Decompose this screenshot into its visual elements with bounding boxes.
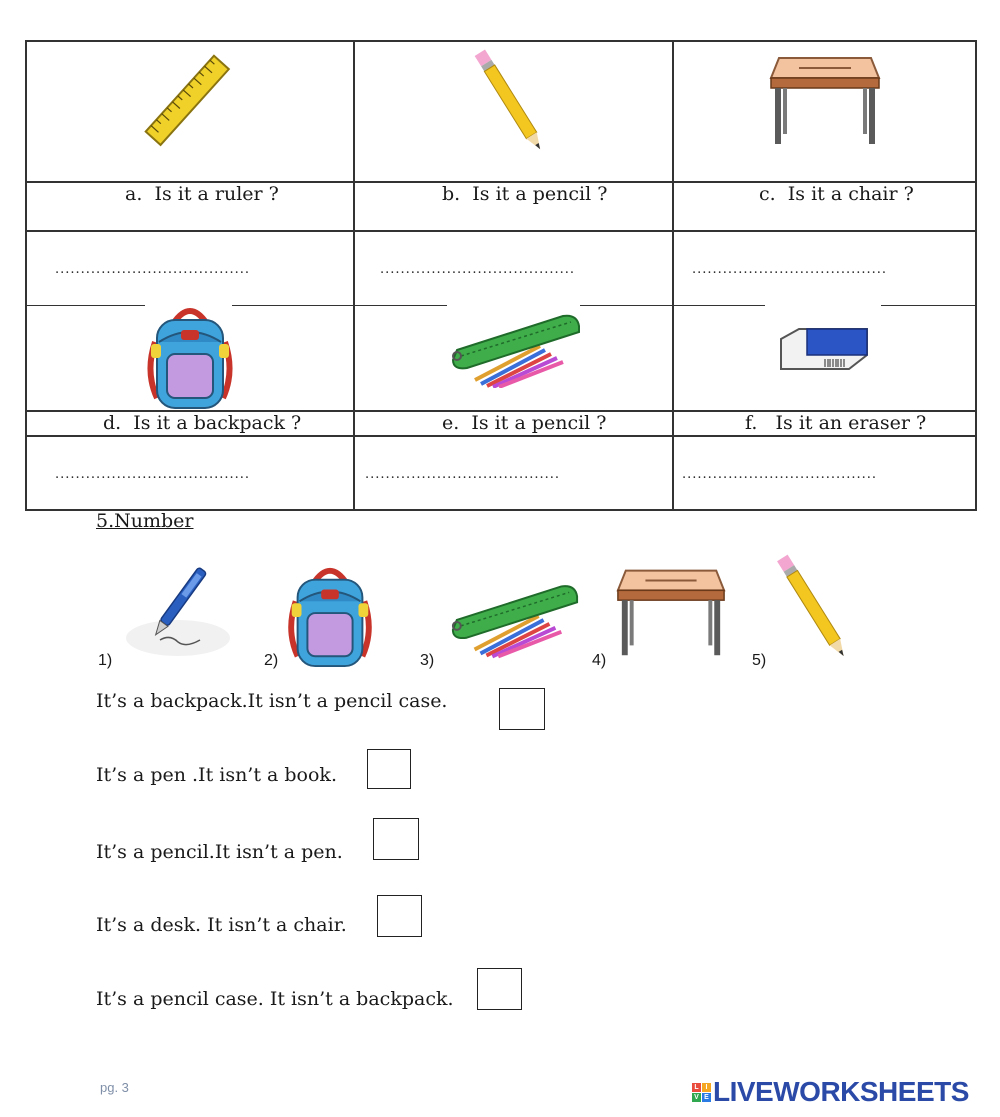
- brand-name: LIVEWORKSHEETS: [713, 1076, 969, 1107]
- answer-line-f[interactable]: ......................................: [682, 467, 878, 482]
- question-a: a. Is it a ruler ?: [125, 183, 279, 205]
- answer-line-c[interactable]: ......................................: [692, 262, 888, 277]
- number-box-2[interactable]: [367, 749, 411, 789]
- question-f: f. Is it an eraser ?: [745, 412, 927, 434]
- picture-number-4: 4): [592, 652, 607, 669]
- sentence-2: It’s a pen .It isn’t a book.: [96, 764, 337, 786]
- answer-line-d[interactable]: ......................................: [55, 467, 251, 482]
- answer-line-e[interactable]: ......................................: [365, 467, 561, 482]
- pencil-icon: [768, 545, 858, 669]
- answer-line-a[interactable]: ......................................: [55, 262, 251, 277]
- eraser-icon: [777, 325, 871, 375]
- pen-icon: [120, 560, 235, 660]
- number-box-5[interactable]: [477, 968, 522, 1010]
- picture-number-1: 1): [98, 652, 113, 669]
- question-grid: [25, 40, 977, 511]
- pencil-icon: [465, 40, 555, 162]
- logo-badge-icon: L I V E: [692, 1083, 711, 1102]
- desk-icon: [612, 560, 730, 660]
- picture-number-3: 3): [420, 652, 435, 669]
- liveworksheets-logo[interactable]: [692, 1076, 969, 1108]
- section-heading: 5.Number: [96, 510, 194, 532]
- number-box-3[interactable]: [373, 818, 419, 860]
- pencil-case-icon: [445, 575, 583, 661]
- picture-number-5: 5): [752, 652, 767, 669]
- question-c: c. Is it a chair ?: [759, 183, 914, 205]
- chair-icon: [765, 48, 885, 148]
- sentence-3: It’s a pencil.It isn’t a pen.: [96, 841, 343, 863]
- page-number: pg. 3: [100, 1080, 129, 1095]
- question-d: d. Is it a backpack ?: [103, 412, 302, 434]
- question-e: e. Is it a pencil ?: [442, 412, 607, 434]
- sentence-1: It’s a backpack.It isn’t a pencil case.: [96, 690, 448, 712]
- sentence-4: It’s a desk. It isn’t a chair.: [96, 914, 347, 936]
- pencil-case-icon: [445, 308, 585, 388]
- answer-line-b[interactable]: ......................................: [380, 262, 576, 277]
- backpack-icon: [285, 562, 375, 670]
- backpack-icon: [145, 302, 235, 412]
- ruler-icon: [133, 42, 243, 160]
- picture-number-2: 2): [264, 652, 279, 669]
- number-box-4[interactable]: [377, 895, 422, 937]
- number-box-1[interactable]: [499, 688, 545, 730]
- sentence-5: It’s a pencil case. It isn’t a backpack.: [96, 988, 454, 1010]
- question-b: b. Is it a pencil ?: [442, 183, 608, 205]
